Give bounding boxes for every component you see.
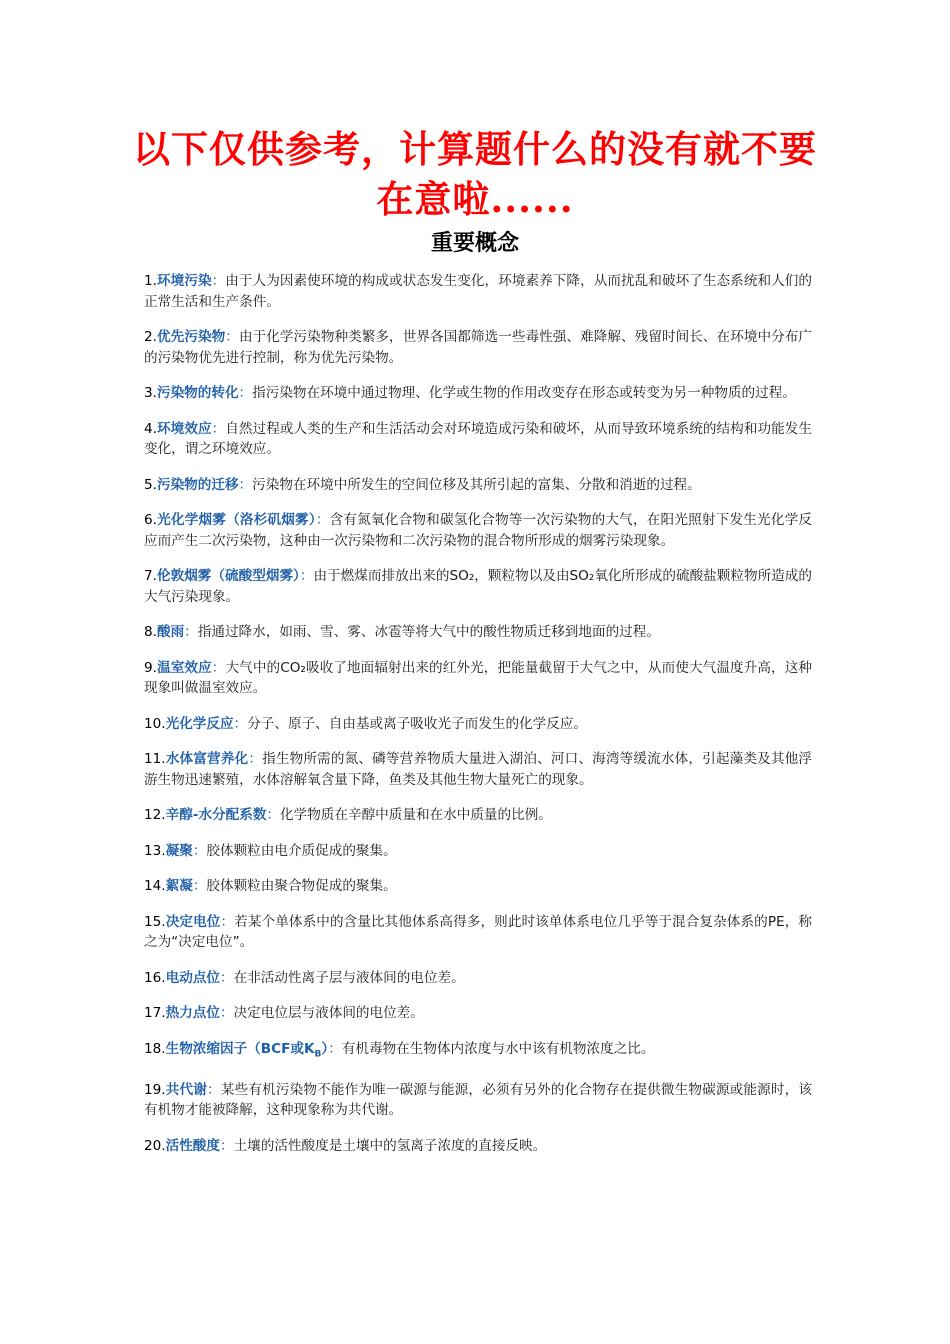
definition-term: 电动点位 <box>165 969 220 986</box>
definition-number: 20. <box>144 1137 166 1154</box>
definition-term: 光化学反应 <box>165 715 234 732</box>
definition-item <box>144 841 812 862</box>
definition-item <box>144 658 812 699</box>
definition-term: 生物浓缩因子（BCF或$K_B$） <box>165 1040 329 1060</box>
definition-item <box>144 1003 812 1024</box>
definition-number: 3. <box>144 385 157 401</box>
definition-text: 有机毒物在生物体内浓度与水中该有机物浓度之比。 <box>341 1040 655 1057</box>
definition-item <box>144 714 812 735</box>
definition-list <box>144 271 812 1171</box>
definition-term: 环境污染 <box>156 273 212 289</box>
definition-item <box>144 271 812 312</box>
definition-text: 含有氮氧化合物和碳氢化合物等一次污染物的大气，在阳光照射下发生光化学反应而产生二次污染物，这种由一次污染物和二次污染物的混合物所形成的烟雾污染现象。 <box>144 512 813 549</box>
definition-text: 污染物在环境中所发生的空间位移及其所引起的富集、分散和消逝的过程。 <box>252 476 701 493</box>
definition-colon: ： <box>220 1005 234 1021</box>
definition-item <box>144 805 812 826</box>
definition-colon: ： <box>225 329 239 345</box>
definition-term: 热力点位 <box>165 1005 220 1021</box>
definition-item <box>144 912 812 953</box>
definition-term: 辛醇-水分配系数 <box>165 807 267 823</box>
definition-item <box>144 419 812 460</box>
definition-text: 分子、原子、自由基或离子吸收光子而发生的化学反应。 <box>247 715 588 732</box>
definition-colon: ： <box>233 715 248 732</box>
definition-term: 光化学烟雾（洛杉矶烟雾） <box>156 512 316 528</box>
definition-text: 土壤的活性酸度是土壤中的氢离子浓度的直接反映。 <box>233 1137 547 1154</box>
definition-number: 2. <box>144 329 157 345</box>
definition-term: 共代谢 <box>165 1081 208 1098</box>
definition-number: 11. <box>144 751 166 767</box>
definition-item <box>144 876 812 897</box>
definition-colon: ： <box>220 913 235 930</box>
definition-item <box>144 622 812 643</box>
definition-colon: ： <box>315 512 330 528</box>
definition-number: 10. <box>144 715 166 732</box>
definition-text: 大气中的CO₂吸收了地面辐射出来的红外光，把能量截留于大气之中，从而使大气温度升高，这种现象叫做温室效应。 <box>144 659 813 696</box>
definition-colon: ： <box>220 969 234 986</box>
definition-colon: ： <box>207 1081 221 1098</box>
definition-number: 14. <box>144 878 166 894</box>
definition-number: 19. <box>144 1081 166 1098</box>
definition-number: 15. <box>144 913 166 930</box>
definition-colon: ： <box>266 807 281 823</box>
definition-text: 由于人为因素使环境的构成或状态发生变化，环境素养下降，从而扰乱和破坏了生态系统和人们的正常生活和生产条件。 <box>144 273 813 310</box>
definition-colon: ： <box>192 842 207 859</box>
definition-text: 胶体颗粒由电介质促成的聚集。 <box>206 842 397 859</box>
definition-text: 指污染物在环境中通过物理、化学或生物的作用改变存在形态或转变为另一种物质的过程。 <box>252 385 796 401</box>
definition-colon: ： <box>211 659 226 676</box>
definition-text: 由于燃煤而排放出来的SO₂，颗粒物以及由SO₂氧化所形成的硫酸盐颗粒物所造成的大气污染现象。 <box>144 568 813 605</box>
definition-colon: ： <box>184 624 198 640</box>
definition-text: 指生物所需的氮、磷等营养物质大量进入湖泊、河口、海湾等缓流水体，引起藻类及其他浮游生物迅速繁殖，水体溶解氧含量下降，鱼类及其他生物大量死亡的现象。 <box>144 751 813 788</box>
definition-text: 若某个单体系中的含量比其他体系高得多，则此时该单体系电位几乎等于混合复杂体系的PE，称之为“决定电位”。 <box>144 913 813 950</box>
definition-colon: ： <box>248 751 263 767</box>
definition-colon: ： <box>238 385 253 401</box>
definition-colon: ： <box>328 1040 342 1057</box>
definition-term: 酸雨 <box>156 624 185 640</box>
definition-item <box>144 327 812 368</box>
definition-term: 伦敦烟雾（硫酸型烟雾） <box>156 568 300 584</box>
definition-number: 5. <box>144 476 157 493</box>
definition-number: 6. <box>144 512 157 528</box>
definition-term: 活性酸度 <box>165 1137 220 1154</box>
definition-number: 16. <box>144 969 166 986</box>
page-title: 以下仅供参考，计算题什么的没有就不要在意啦...... <box>133 127 817 221</box>
definition-text: 化学物质在辛醇中质量和在水中质量的比例。 <box>280 807 552 823</box>
definition-colon: ： <box>220 1137 234 1154</box>
definition-text: 胶体颗粒由聚合物促成的聚集。 <box>206 878 397 894</box>
definition-number: 17. <box>144 1005 166 1021</box>
definition-colon: ： <box>238 476 253 493</box>
definition-term: 水体富营养化 <box>165 751 249 767</box>
definition-term: 决定电位 <box>165 913 221 930</box>
definition-term: 环境效应 <box>156 420 212 437</box>
definition-text: 决定电位层与液体间的电位差。 <box>233 1005 424 1021</box>
definition-term: 温室效应 <box>156 659 212 676</box>
definition-text: 自然过程或人类的生产和生活活动会对环境造成污染和破坏，从而导致环境系统的结构和功能发生变化，谓之环境效应。 <box>144 420 813 457</box>
definition-colon: ： <box>192 878 207 894</box>
definition-number: 1. <box>144 273 157 289</box>
definition-text: 某些有机污染物不能作为唯一碳源与能源，必须有另外的化合物存在提供微生物碳源或能源时，该有机物才能被降解，这种现象称为共代谢。 <box>144 1081 813 1119</box>
definition-item <box>144 1080 812 1121</box>
definition-item <box>144 749 812 790</box>
definition-text: 由于化学污染物种类繁多，世界各国都筛选一些毒性强、难降解、残留时间长、在环境中分布广的污染物优先进行控制，称为优先污染物。 <box>144 329 813 366</box>
definition-item <box>144 383 812 404</box>
definition-term: 污染物的迁移 <box>156 476 239 493</box>
definition-term: 优先污染物 <box>156 329 226 345</box>
definition-item <box>144 1039 812 1065</box>
definition-colon: ： <box>211 420 226 437</box>
definition-number: 12. <box>144 807 166 823</box>
definition-colon: ： <box>299 568 314 584</box>
definition-item <box>144 510 812 551</box>
definition-item <box>144 968 812 989</box>
definition-item <box>144 566 812 607</box>
definition-number: 4. <box>144 420 157 437</box>
definition-number: 7. <box>144 568 157 584</box>
definition-text: 在非活动性离子层与液体间的电位差。 <box>233 969 465 986</box>
definition-term: 絮凝 <box>165 878 193 894</box>
section-title: 重要概念 <box>430 230 519 256</box>
definition-item <box>144 1136 812 1157</box>
definition-number: 8. <box>144 624 157 640</box>
definition-number: 9. <box>144 659 157 676</box>
definition-term: 凝聚 <box>165 842 193 859</box>
definition-text: 指通过降水，如雨、雪、雾、冰雹等将大气中的酸性物质迁移到地面的过程。 <box>197 624 660 640</box>
definition-item <box>144 475 812 496</box>
definition-term: 污染物的转化 <box>156 385 239 401</box>
definition-colon: ： <box>211 273 226 289</box>
definition-number: 13. <box>144 842 166 859</box>
definition-number: 18. <box>144 1040 166 1057</box>
